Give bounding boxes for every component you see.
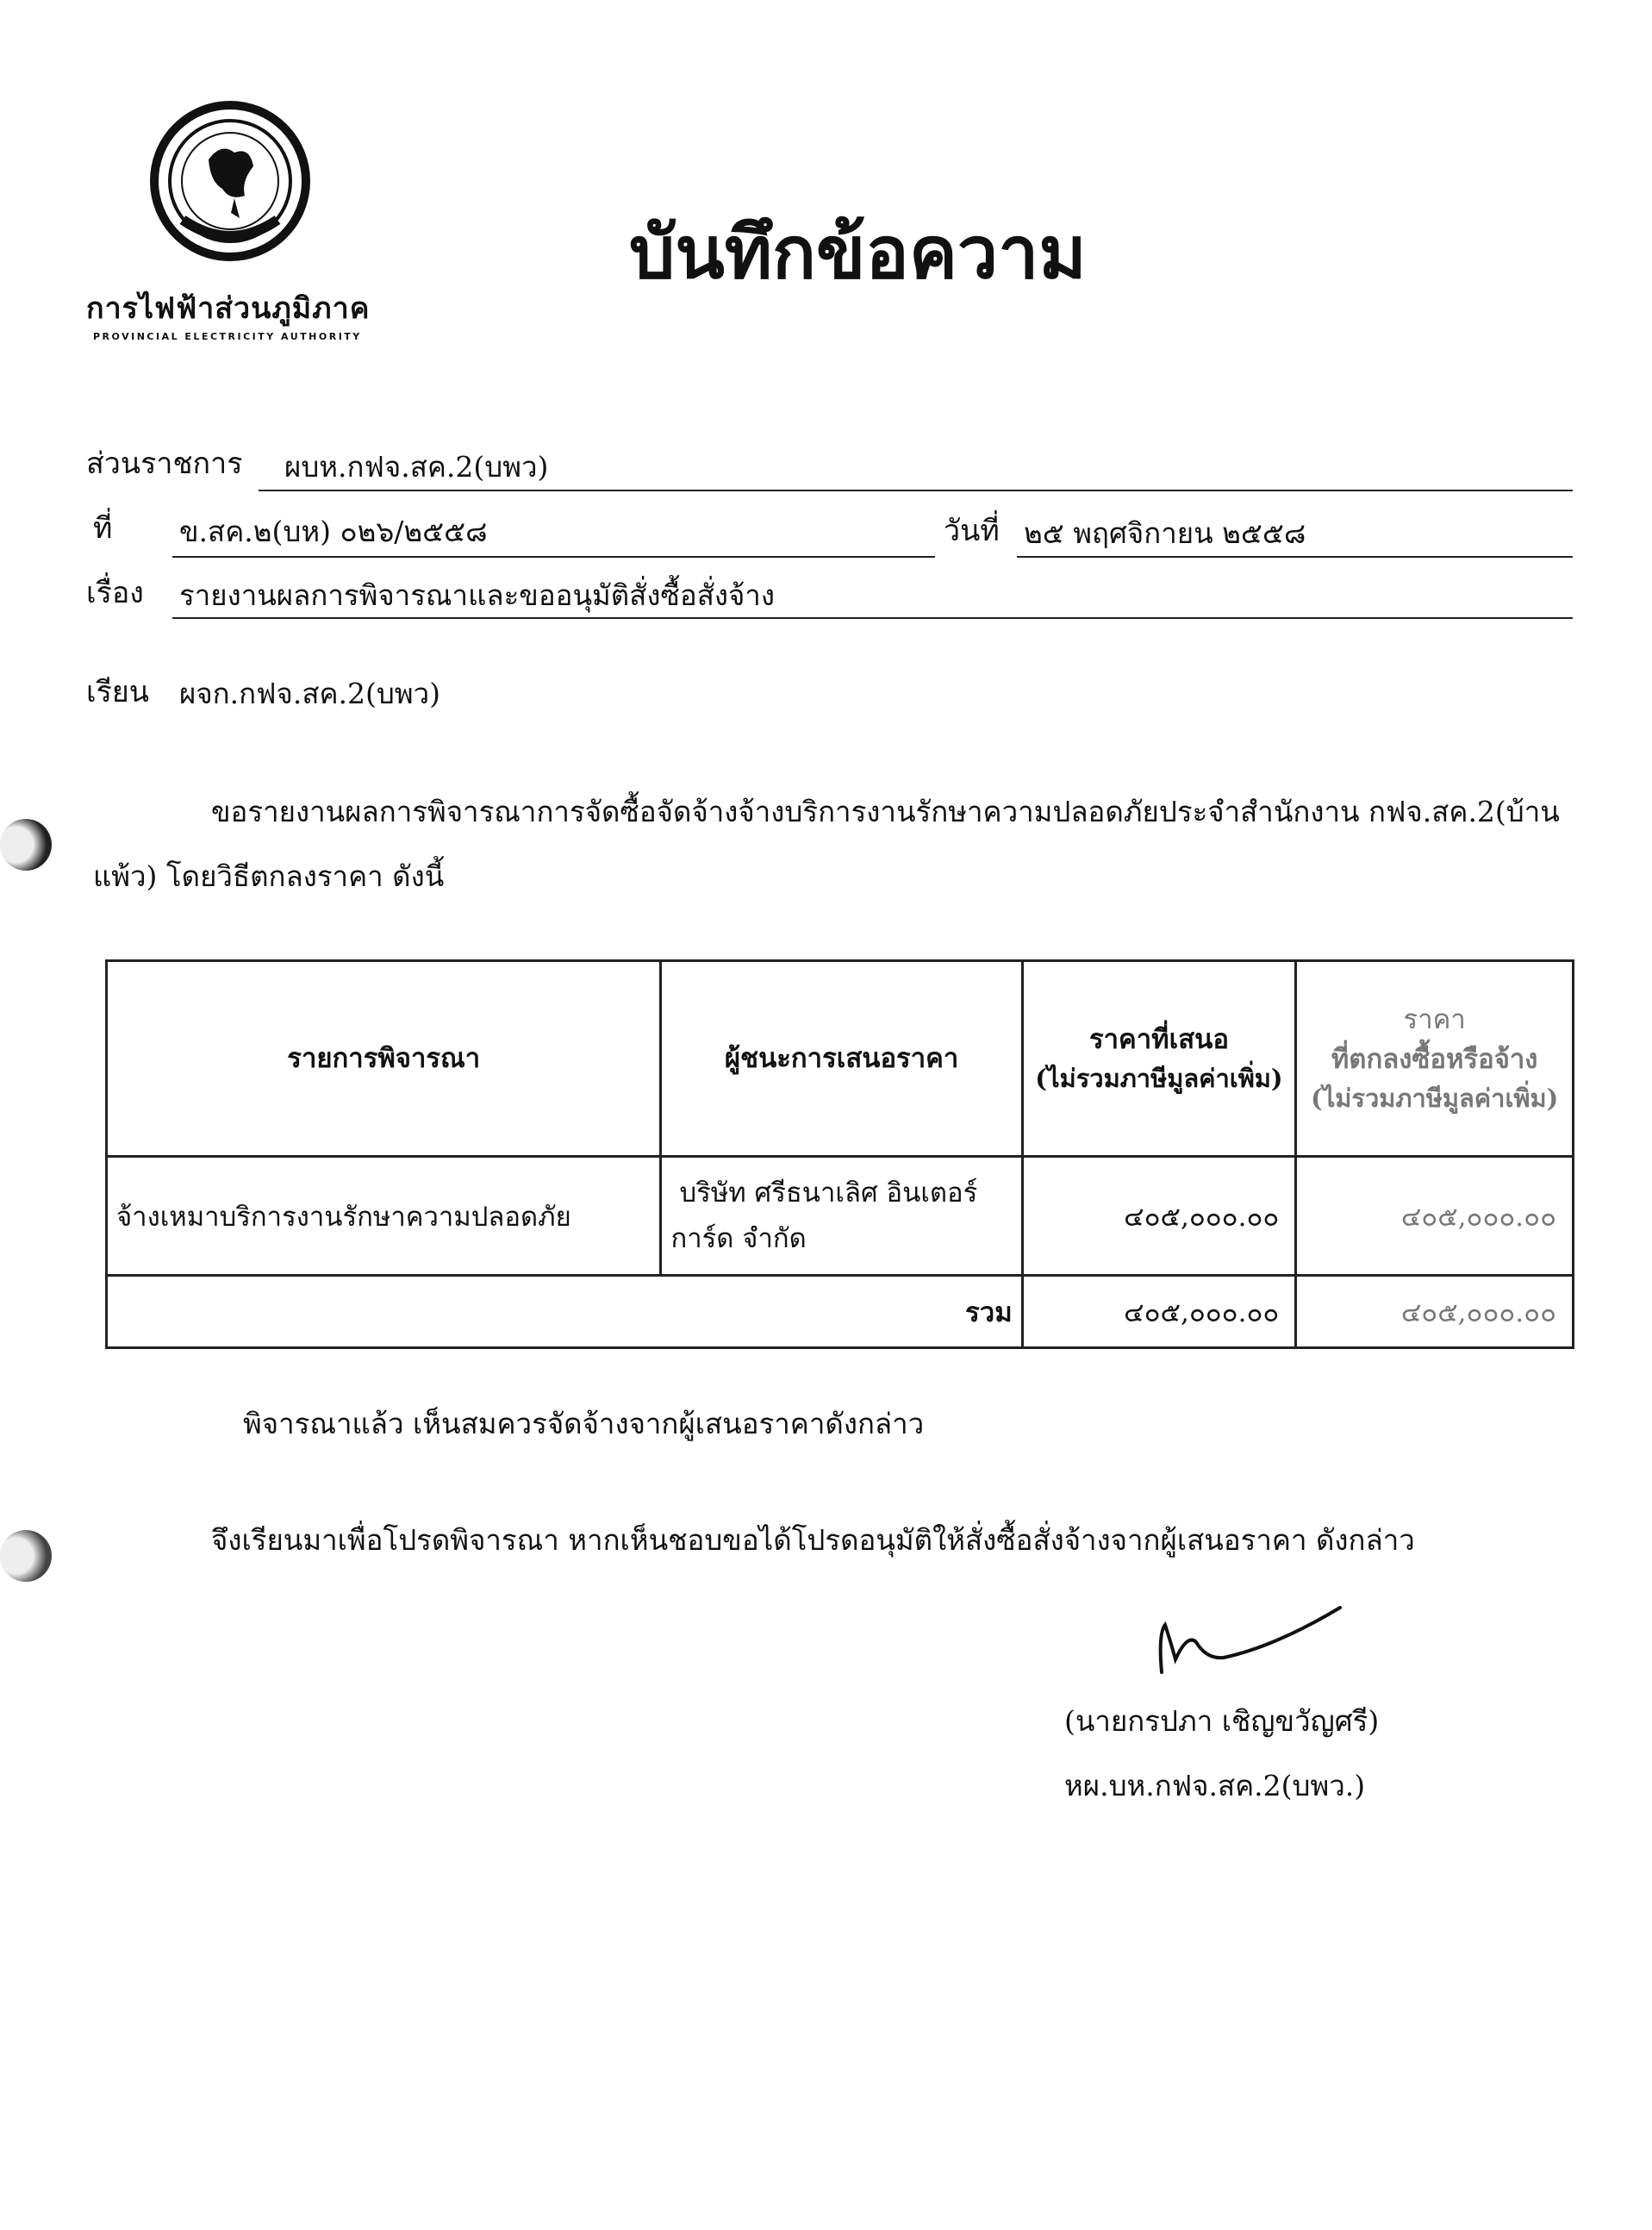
row-agreed-price: ๔๐๕,๐๐๐.๐๐ xyxy=(1296,1157,1574,1276)
department-label: ส่วนราชการ xyxy=(86,447,243,481)
ref-label: ที่ xyxy=(93,511,113,546)
intro-line-2: แพ้ว) โดยวิธีตกลงราคา ดังนี้ xyxy=(93,859,445,893)
department-underline xyxy=(259,490,1573,491)
punch-hole-top xyxy=(0,819,52,871)
table-total-row xyxy=(107,1276,1574,1348)
signer-name: (นายกรปภา เชิญขวัญศรี) xyxy=(1064,1704,1380,1738)
date-underline xyxy=(1017,556,1573,558)
consideration-text: พิจารณาแล้ว เห็นสมควรจัดจ้างจากผู้เสนอราคาดังกล่าว xyxy=(243,1407,925,1440)
org-name-english: PROVINCIAL ELECTRICITY AUTHORITY xyxy=(93,331,362,342)
header-agreed-price: ราคา ที่ตกลงซื้อหรือจ้าง (ไม่รวมภาษีมูลค่าเพิ่ม) xyxy=(1296,961,1574,1157)
org-name-thai: การไฟฟ้าส่วนภูมิภาค xyxy=(86,291,371,326)
ref-underline xyxy=(172,556,935,558)
header-winner: ผู้ชนะการเสนอราคา xyxy=(661,961,1022,1157)
row-winner: บริษัท ศรีธนาเลิศ อินเตอร์ การ์ด จำกัด xyxy=(661,1157,1022,1276)
pea-logo-emblem xyxy=(148,99,312,263)
row-offer-price: ๔๐๕,๐๐๐.๐๐ xyxy=(1022,1157,1296,1276)
total-offer-price: ๔๐๕,๐๐๐.๐๐ xyxy=(1022,1276,1296,1348)
department-value: ผบห.กฟจ.สค.2(บพว) xyxy=(284,450,549,484)
date-value: ๒๕ พฤศจิกายน ๒๕๕๘ xyxy=(1024,516,1306,550)
memo-title: บันทึกข้อความ xyxy=(629,210,1087,295)
to-value: ผจก.กฟจ.สค.2(บพว) xyxy=(179,677,440,710)
punch-hole-bottom xyxy=(0,1530,52,1582)
subject-underline xyxy=(172,617,1573,619)
date-label: วันที่ xyxy=(944,514,1000,548)
table-row xyxy=(107,1157,1574,1276)
signature-mark xyxy=(1146,1599,1353,1685)
to-label: เรียน xyxy=(86,675,150,709)
subject-label: เรื่อง xyxy=(86,576,144,610)
header-item: รายการพิจารณา xyxy=(107,961,661,1157)
price-table xyxy=(105,959,1574,1349)
total-agreed-price: ๔๐๕,๐๐๐.๐๐ xyxy=(1296,1276,1574,1348)
header-offer-price: ราคาที่เสนอ (ไม่รวมภาษีมูลค่าเพิ่ม) xyxy=(1022,961,1296,1157)
signer-position: หผ.บห.กฟจ.สค.2(บพว.) xyxy=(1064,1769,1366,1802)
total-label: รวม xyxy=(107,1276,1023,1348)
intro-line-1: ขอรายงานผลการพิจารณาการจัดซื้อจัดจ้างจ้างบริการงานรักษาความปลอดภัยประจำสำนักงาน กฟจ.สค.2(บ้าน xyxy=(211,795,1560,828)
table-header-row xyxy=(107,961,1574,1157)
ref-value: ข.สค.๒(บห) ๐๒๖/๒๕๕๘ xyxy=(179,515,488,548)
subject-value: รายงานผลการพิจารณาและขออนุมัติสั่งซื้อสั่งจ้าง xyxy=(179,578,775,612)
closing-text: จึงเรียนมาเพื่อโปรดพิจารณา หากเห็นชอบขอได้โปรดอนุมัติให้สั่งซื้อสั่งจ้างจากผู้เสนอราคา ดังกล่าว xyxy=(211,1523,1415,1557)
row-item: จ้างเหมาบริการงานรักษาความปลอดภัย xyxy=(107,1157,661,1276)
